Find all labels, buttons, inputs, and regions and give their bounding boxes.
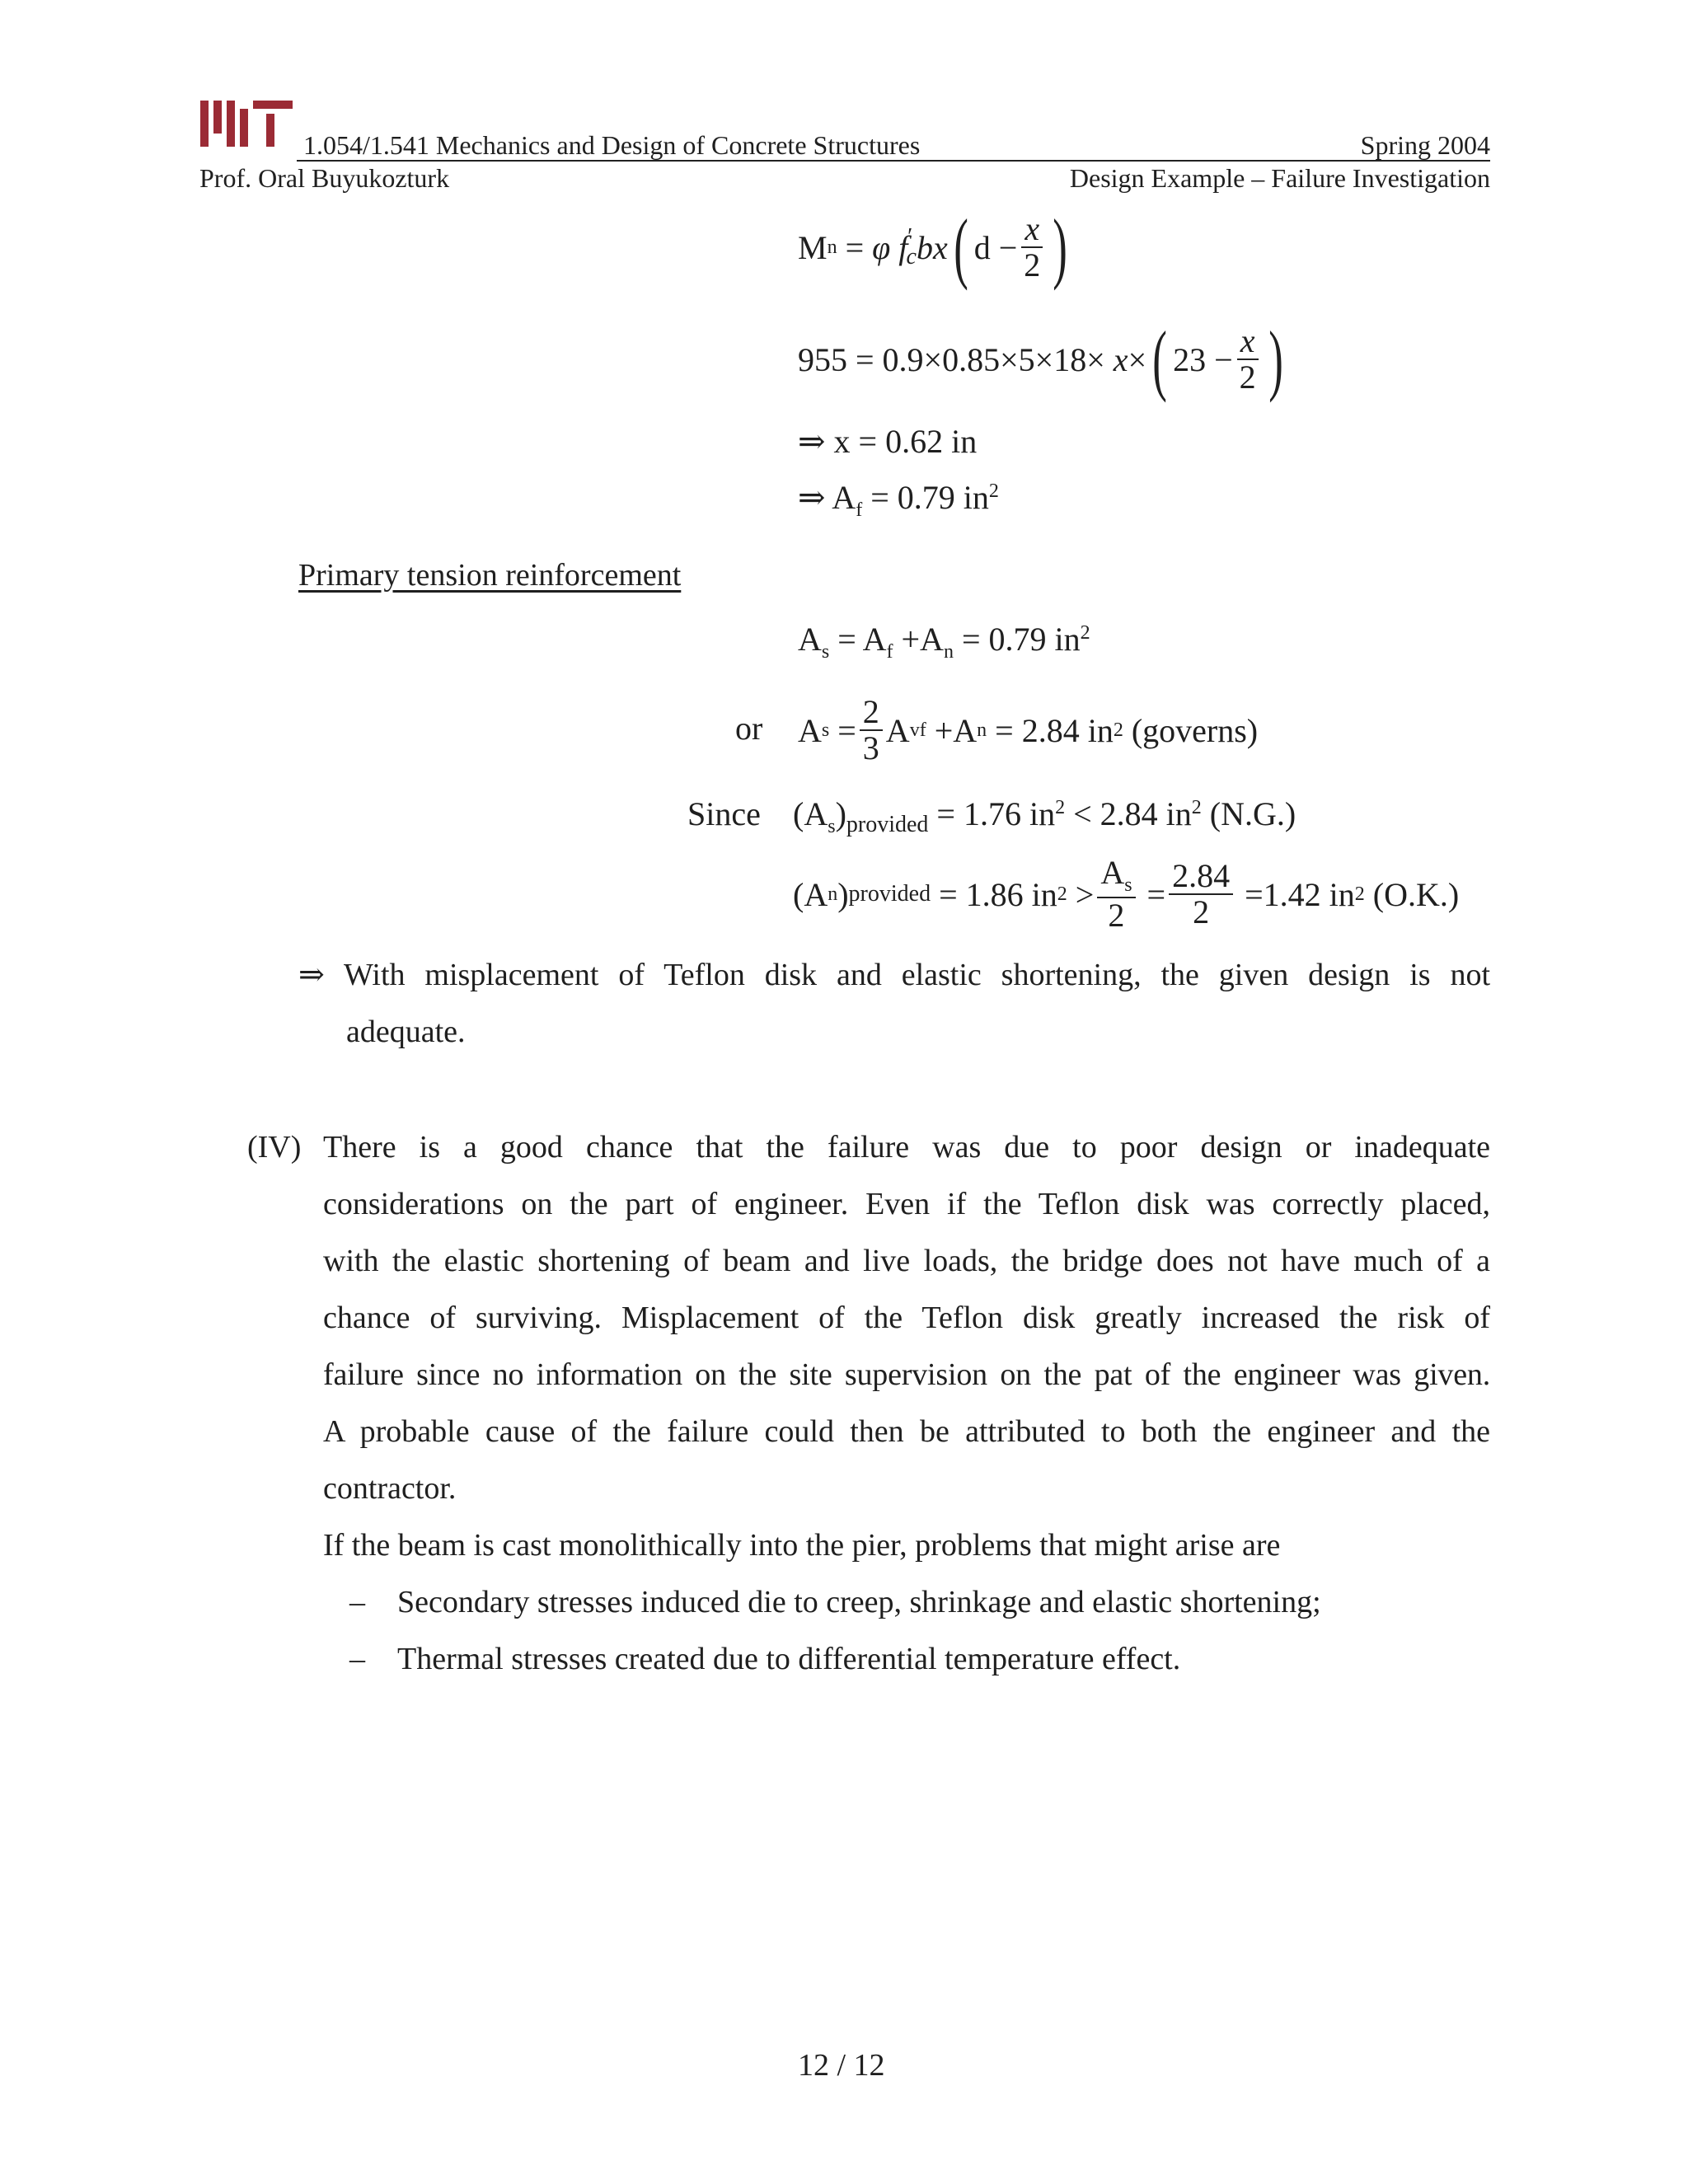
header-course: 1.054/1.541 Mechanics and Design of Concrete Structures	[303, 130, 921, 160]
monolithic-line: If the beam is cast monolithically into the pier, problems that might arise are	[323, 1528, 1281, 1563]
part4-line: failure since no information on the site supervision on the pat of the engineer was given.	[323, 1357, 1490, 1392]
equation-mn: M n = φ f ′c bx ( d − $\frac{x}{2}$ )	[798, 203, 1068, 291]
since-label: Since	[687, 795, 761, 832]
conclusion-line-1: ⇒ With misplacement of Teflon disk and elastic shortening, the given design is not	[298, 958, 1490, 992]
part4-label: (IV)	[247, 1130, 302, 1165]
equation-numeric: 955 = 0.9×0.85×5×18× x × ( 23 − $\frac{x}{2}$ )	[798, 315, 1283, 403]
part4-line: A probable cause of the failure could then be attributed to both the engineer and the	[323, 1414, 1490, 1449]
equation-as1: $A_s = A_f +A_n = 0.79$ $in^2$	[798, 621, 1090, 663]
bullet-dash: –	[349, 1642, 365, 1676]
or-label: or	[735, 710, 763, 747]
part4-paragraph	[323, 1129, 1490, 1584]
part4-line: contractor.	[323, 1471, 457, 1506]
part4-line: chance of surviving. Misplacement of the Teflon disk greatly increased the risk of	[323, 1301, 1490, 1335]
header-professor: Prof. Oral Buyukozturk	[199, 163, 450, 193]
equation-as2: A s = $\frac{2}{3}$ A vf +A n = 2.84 in 2 (governs)	[798, 693, 1259, 766]
part4-line: considerations on the part of engineer. Even if the Teflon disk was correctly placed,	[323, 1187, 1490, 1221]
section-heading: Primary tension reinforcement	[298, 558, 682, 593]
bullet-item: Thermal stresses created due to differential temperature effect.	[397, 1642, 1181, 1676]
mit-logo-icon	[200, 101, 293, 147]
mit-logo	[200, 101, 293, 147]
part4-line: with the elastic shortening of beam and live loads, the bridge does not have much of a	[323, 1244, 1490, 1278]
conclusion-line-2: adequate.	[346, 1015, 466, 1049]
header-term: Spring 2004	[1360, 130, 1490, 160]
page-number: 12 / 12	[798, 2048, 885, 2083]
result-af: ⇒ $A_f = 0.79$ $in^2$	[798, 479, 999, 521]
result-x: ⇒ x = 0.62 in	[798, 423, 978, 460]
equation-as-provided: $(A_s)_{provided} = 1.76$ $in^2 < 2.84$ $in^2$ (N.G.)	[793, 795, 1296, 837]
bullet-dash: –	[349, 1585, 365, 1619]
equation-an-provided: (A n ) provided = 1.86 in 2 > $\frac{A_s}{2}$ = $\frac{2.84}{2}$ =1.42 in 2 (O.K.)	[793, 854, 1460, 934]
header-doc-title: Design Example – Failure Investigation	[1069, 163, 1490, 193]
header-rule	[297, 160, 1490, 162]
part4-line: There is a good chance that the failure was due to poor design or inadequate	[323, 1130, 1490, 1165]
bullet-item: Secondary stresses induced die to creep, shrinkage and elastic shortening;	[397, 1585, 1321, 1619]
